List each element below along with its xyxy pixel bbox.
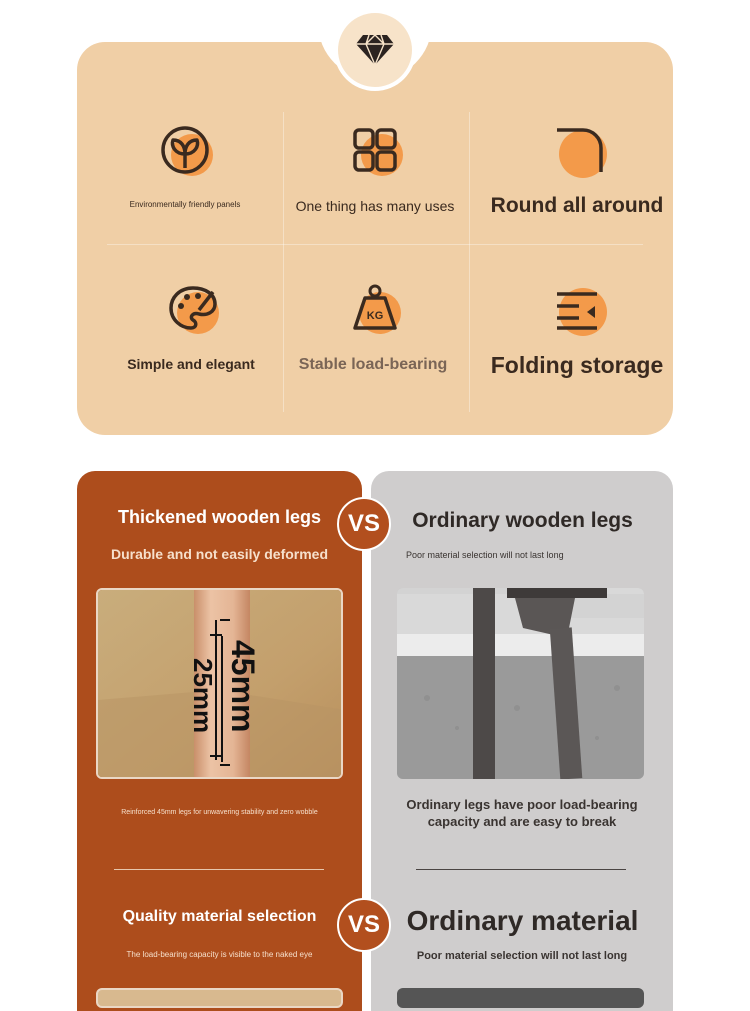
quality-caption: Reinforced 45mm legs for unwavering stability and zero wobble bbox=[121, 809, 318, 816]
quality-material-photo bbox=[96, 988, 343, 1008]
diamond-icon bbox=[355, 33, 395, 67]
leg-width-label-45mm: 45mm bbox=[225, 640, 261, 733]
ordinary-caption-line1: Ordinary legs have poor load-bearing bbox=[406, 797, 638, 812]
feature-folding-storage bbox=[479, 278, 675, 378]
feature-simple-elegant bbox=[93, 278, 289, 372]
feature-label: Stable load-bearing bbox=[298, 356, 448, 373]
ordinary-leg-photo bbox=[397, 588, 644, 779]
palette-icon bbox=[161, 278, 221, 338]
quality-title: Thickened wooden legs bbox=[117, 507, 322, 527]
ordinary-caption-line2: capacity and are easy to break bbox=[427, 814, 617, 829]
feature-label: Environmentally friendly panels bbox=[129, 200, 241, 209]
grid-divider bbox=[107, 244, 643, 245]
quality-subtitle: Durable and not easily deformed bbox=[110, 546, 329, 562]
features-panel bbox=[77, 42, 673, 435]
grid-squares-icon bbox=[345, 120, 405, 180]
feature-label: Folding storage bbox=[490, 352, 664, 378]
feature-load-bearing bbox=[275, 278, 471, 373]
rounded-corner-icon bbox=[547, 120, 607, 180]
ordinary-title: Ordinary material bbox=[406, 905, 639, 936]
ordinary-subtitle: Poor material selection will not last long bbox=[416, 950, 628, 962]
badge bbox=[338, 13, 412, 87]
divider bbox=[114, 869, 324, 870]
kg-weight-icon bbox=[343, 278, 403, 338]
thick-leg-photo bbox=[96, 588, 343, 779]
svg-text:KG: KG bbox=[366, 310, 384, 322]
feature-round-corners bbox=[479, 120, 675, 217]
feature-label: One thing has many uses bbox=[295, 198, 455, 214]
leg-width-label-25mm: 25mm bbox=[188, 658, 218, 734]
ordinary-title: Ordinary wooden legs bbox=[412, 509, 633, 532]
feature-label: Round all around bbox=[490, 194, 664, 217]
collapse-menu-icon bbox=[547, 278, 607, 338]
ordinary-material-photo bbox=[397, 988, 644, 1008]
leaf-sprout-icon bbox=[155, 120, 215, 180]
feature-eco-panels bbox=[87, 120, 283, 209]
feature-many-uses bbox=[277, 120, 473, 214]
ordinary-subtitle: Poor material selection will not last long bbox=[406, 550, 564, 560]
quality-title: Quality material selection bbox=[122, 908, 317, 925]
vs-badge: VS bbox=[337, 898, 391, 952]
vs-badge: VS bbox=[337, 497, 391, 551]
quality-subtitle: The load-bearing capacity is visible to the naked eye bbox=[126, 950, 313, 959]
divider bbox=[416, 869, 626, 870]
feature-label: Simple and elegant bbox=[127, 356, 255, 372]
